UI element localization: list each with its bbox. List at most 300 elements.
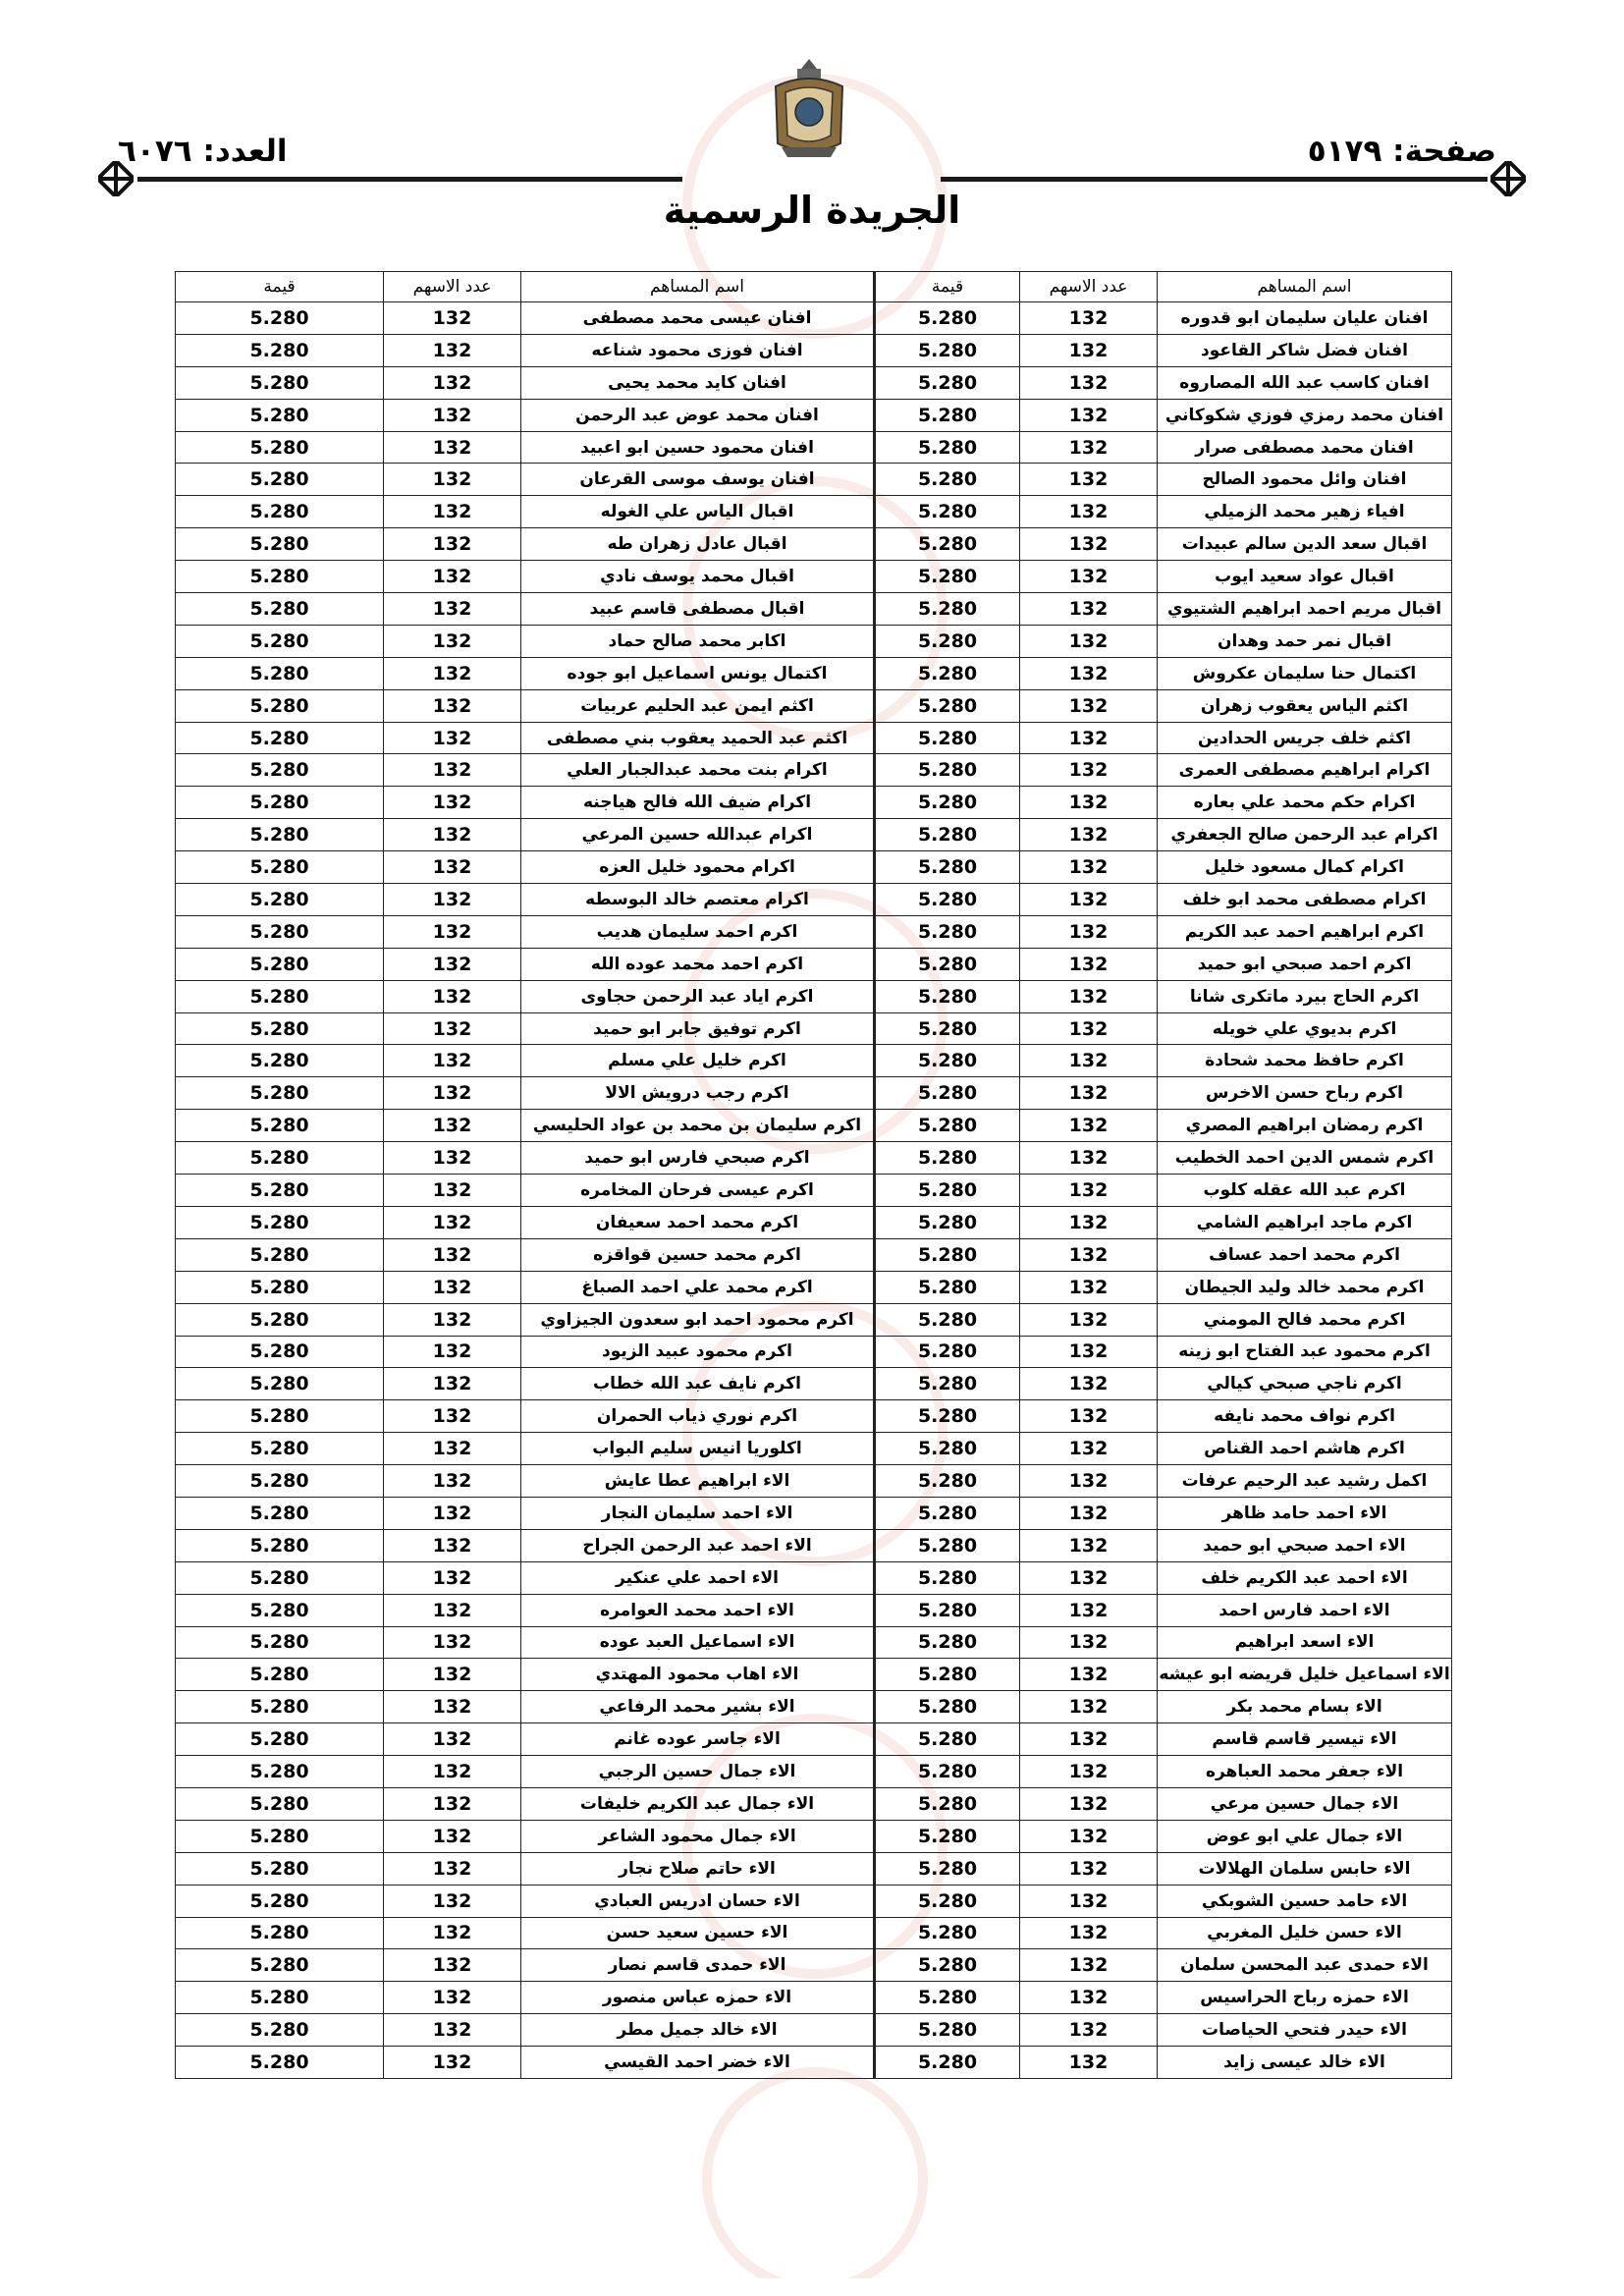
- share-count-cell: 132: [384, 1982, 521, 2014]
- shareholder-name-cell: الاء اسماعيل العبد عوده: [521, 1626, 875, 1659]
- value-cell: 5.280: [176, 1175, 384, 1207]
- share-count-cell: 132: [1020, 1336, 1158, 1368]
- shareholder-name-cell: اكثم خلف جريس الحدادين: [1158, 722, 1452, 754]
- share-count-cell: 132: [384, 657, 521, 689]
- shareholder-name-cell: اكرام بنت محمد عبدالجبار العلي: [521, 754, 875, 787]
- share-count-cell: 132: [1020, 593, 1158, 626]
- shareholder-name-cell: اقبال سعد الدين سالم عبيدات: [1158, 528, 1452, 561]
- share-count-cell: 132: [384, 689, 521, 722]
- value-cell: 5.280: [875, 819, 1020, 851]
- value-cell: 5.280: [176, 1271, 384, 1303]
- table-row: [176, 1368, 1452, 1400]
- shareholder-name-cell: اكرم خليل علي مسلم: [521, 1045, 875, 1077]
- shareholder-name-cell: اكرم محمود عبد الفتاح ابو زينه: [1158, 1336, 1452, 1368]
- shareholder-name-cell: اقبال نمر حمد وهدان: [1158, 625, 1452, 657]
- gazette-title: الجريدة الرسمية: [663, 189, 961, 232]
- value-cell: 5.280: [176, 366, 384, 399]
- shareholder-name-cell: اكرام ابراهيم مصطفى العمرى: [1158, 754, 1452, 787]
- share-count-cell: 132: [1020, 948, 1158, 980]
- shareholder-name-cell: اكثم ايمن عبد الحليم عربيات: [521, 689, 875, 722]
- shareholder-name-cell: اكتمال يونس اسماعيل ابو جوده: [521, 657, 875, 689]
- column-header: قيمة: [176, 272, 384, 302]
- share-count-cell: 132: [384, 1691, 521, 1723]
- column-header: اسم المساهم: [1158, 272, 1452, 302]
- share-count-cell: 132: [384, 1110, 521, 1142]
- share-count-cell: 132: [384, 1756, 521, 1788]
- value-cell: 5.280: [176, 1077, 384, 1110]
- value-cell: 5.280: [875, 1529, 1020, 1561]
- value-cell: 5.280: [176, 884, 384, 916]
- shareholders-table-container: [175, 271, 1451, 2079]
- share-count-cell: 132: [384, 399, 521, 431]
- value-cell: 5.280: [875, 1238, 1020, 1271]
- share-count-cell: 132: [384, 1852, 521, 1885]
- share-count-cell: 132: [1020, 1077, 1158, 1110]
- shareholder-name-cell: الاء اسماعيل خليل قريضه ابو عيشه: [1158, 1659, 1452, 1691]
- share-count-cell: 132: [384, 464, 521, 496]
- shareholder-name-cell: اقبال الياس علي الغوله: [521, 496, 875, 528]
- shareholder-name-cell: اكثم الياس يعقوب زهران: [1158, 689, 1452, 722]
- share-count-cell: 132: [1020, 1400, 1158, 1433]
- value-cell: 5.280: [875, 1949, 1020, 1982]
- share-count-cell: 132: [1020, 431, 1158, 464]
- share-count-cell: 132: [384, 1659, 521, 1691]
- shareholder-name-cell: اكرم محمد احمد سعيفان: [521, 1206, 875, 1238]
- table-row: [176, 1045, 1452, 1077]
- share-count-cell: 132: [384, 1433, 521, 1465]
- value-cell: 5.280: [176, 1497, 384, 1529]
- share-count-cell: 132: [1020, 1110, 1158, 1142]
- share-count-cell: 132: [1020, 561, 1158, 593]
- shareholder-name-cell: اكرام مصطفى محمد ابو خلف: [1158, 884, 1452, 916]
- value-cell: 5.280: [875, 1659, 1020, 1691]
- table-header-row: [176, 272, 1452, 302]
- share-count-cell: 132: [384, 496, 521, 528]
- table-row: [176, 431, 1452, 464]
- shareholder-name-cell: اكرام محمود خليل العزه: [521, 851, 875, 884]
- share-count-cell: 132: [384, 1045, 521, 1077]
- value-cell: 5.280: [176, 1336, 384, 1368]
- shareholder-name-cell: اكرم نوري ذياب الحمران: [521, 1400, 875, 1433]
- value-cell: 5.280: [176, 1529, 384, 1561]
- value-cell: 5.280: [176, 1368, 384, 1400]
- issue-number: العدد: ٦٠٧٦: [118, 134, 288, 169]
- value-cell: 5.280: [176, 2047, 384, 2079]
- shareholder-name-cell: اكرم محمود عبيد الزيود: [521, 1336, 875, 1368]
- shareholder-name-cell: الاء اهاب محمود المهتدي: [521, 1659, 875, 1691]
- shareholder-name-cell: الاء حسن خليل المغربي: [1158, 1917, 1452, 1949]
- table-row: [176, 1659, 1452, 1691]
- shareholder-name-cell: افنان فوزى محمود شناعه: [521, 334, 875, 366]
- shareholder-name-cell: اكرم رباح حسن الاخرس: [1158, 1077, 1452, 1110]
- table-row: [176, 915, 1452, 948]
- share-count-cell: 132: [384, 819, 521, 851]
- table-row: [176, 1787, 1452, 1820]
- value-cell: 5.280: [176, 1885, 384, 1917]
- share-count-cell: 132: [1020, 1949, 1158, 1982]
- share-count-cell: 132: [1020, 819, 1158, 851]
- shareholder-name-cell: اكرم عيسى فرحان المخامره: [521, 1175, 875, 1207]
- table-row: [176, 1982, 1452, 2014]
- shareholder-name-cell: اكمل رشيد عبد الرحيم عرفات: [1158, 1465, 1452, 1498]
- share-count-cell: 132: [1020, 1142, 1158, 1175]
- value-cell: 5.280: [176, 948, 384, 980]
- shareholder-name-cell: افنان وائل محمود الصالح: [1158, 464, 1452, 496]
- value-cell: 5.280: [176, 722, 384, 754]
- value-cell: 5.280: [875, 593, 1020, 626]
- share-count-cell: 132: [384, 1529, 521, 1561]
- table-row: [176, 464, 1452, 496]
- value-cell: 5.280: [875, 625, 1020, 657]
- table-row: [176, 1529, 1452, 1561]
- value-cell: 5.280: [875, 948, 1020, 980]
- value-cell: 5.280: [875, 2014, 1020, 2047]
- share-count-cell: 132: [1020, 1433, 1158, 1465]
- value-cell: 5.280: [875, 851, 1020, 884]
- shareholder-name-cell: الاء اسعد ابراهيم: [1158, 1626, 1452, 1659]
- share-count-cell: 132: [384, 1561, 521, 1594]
- shareholder-name-cell: الاء احمد عبد الرحمن الجراح: [521, 1529, 875, 1561]
- value-cell: 5.280: [875, 1045, 1020, 1077]
- value-cell: 5.280: [176, 1206, 384, 1238]
- share-count-cell: 132: [1020, 334, 1158, 366]
- shareholder-name-cell: الاء احمد فارس احمد: [1158, 1594, 1452, 1626]
- shareholder-name-cell: افنان عليان سليمان ابو قدوره: [1158, 302, 1452, 335]
- share-count-cell: 132: [384, 1917, 521, 1949]
- share-count-cell: 132: [1020, 1271, 1158, 1303]
- value-cell: 5.280: [875, 787, 1020, 819]
- share-count-cell: 132: [1020, 689, 1158, 722]
- shareholder-name-cell: الاء تيسير قاسم قاسم: [1158, 1723, 1452, 1756]
- shareholder-name-cell: الاء بشير محمد الرفاعي: [521, 1691, 875, 1723]
- table-row: [176, 1756, 1452, 1788]
- shareholder-name-cell: افنان محمود حسين ابو اعبيد: [521, 431, 875, 464]
- share-count-cell: 132: [384, 851, 521, 884]
- table-row: [176, 1012, 1452, 1045]
- table-row: [176, 366, 1452, 399]
- table-row: [176, 1206, 1452, 1238]
- share-count-cell: 132: [384, 1175, 521, 1207]
- table-row: [176, 1561, 1452, 1594]
- table-row: [176, 1885, 1452, 1917]
- shareholder-name-cell: الاء خالد عيسى زايد: [1158, 2047, 1452, 2079]
- value-cell: 5.280: [176, 1982, 384, 2014]
- share-count-cell: 132: [1020, 1175, 1158, 1207]
- share-count-cell: 132: [1020, 1303, 1158, 1336]
- value-cell: 5.280: [176, 787, 384, 819]
- value-cell: 5.280: [176, 302, 384, 335]
- value-cell: 5.280: [176, 980, 384, 1012]
- table-row: [176, 593, 1452, 626]
- value-cell: 5.280: [176, 496, 384, 528]
- share-count-cell: 132: [384, 1465, 521, 1498]
- table-row: [176, 625, 1452, 657]
- table-row: [176, 948, 1452, 980]
- share-count-cell: 132: [384, 1820, 521, 1852]
- shareholders-table: [175, 271, 1452, 2079]
- value-cell: 5.280: [176, 625, 384, 657]
- share-count-cell: 132: [1020, 1691, 1158, 1723]
- column-header: اسم المساهم: [521, 272, 875, 302]
- shareholder-name-cell: افنان كاسب عبد الله المصاروه: [1158, 366, 1452, 399]
- share-count-cell: 132: [1020, 884, 1158, 916]
- shareholder-name-cell: اقبال محمد يوسف نادي: [521, 561, 875, 593]
- shareholder-name-cell: اكلوريا انيس سليم البواب: [521, 1433, 875, 1465]
- table-row: [176, 1077, 1452, 1110]
- share-count-cell: 132: [1020, 1594, 1158, 1626]
- shareholder-name-cell: اكرم رجب درويش الالا: [521, 1077, 875, 1110]
- shareholder-name-cell: الاء حيدر فتحي الحياصات: [1158, 2014, 1452, 2047]
- table-row: [176, 561, 1452, 593]
- table-row: [176, 1142, 1452, 1175]
- shareholder-name-cell: الاء جمال حسين مرعي: [1158, 1787, 1452, 1820]
- shareholder-name-cell: الاء جمال علي ابو عوض: [1158, 1820, 1452, 1852]
- shareholder-name-cell: الاء احمد سليمان النجار: [521, 1497, 875, 1529]
- share-count-cell: 132: [1020, 464, 1158, 496]
- shareholder-name-cell: افنان عيسى محمد مصطفى: [521, 302, 875, 335]
- share-count-cell: 132: [384, 561, 521, 593]
- shareholder-name-cell: الاء ابراهيم عطا عايش: [521, 1465, 875, 1498]
- value-cell: 5.280: [875, 561, 1020, 593]
- value-cell: 5.280: [875, 366, 1020, 399]
- table-row: [176, 1594, 1452, 1626]
- value-cell: 5.280: [176, 1852, 384, 1885]
- value-cell: 5.280: [176, 593, 384, 626]
- share-count-cell: 132: [1020, 528, 1158, 561]
- table-row: [176, 819, 1452, 851]
- table-row: [176, 1820, 1452, 1852]
- value-cell: 5.280: [176, 561, 384, 593]
- value-cell: 5.280: [176, 1756, 384, 1788]
- table-row: [176, 884, 1452, 916]
- share-count-cell: 132: [384, 1142, 521, 1175]
- value-cell: 5.280: [176, 1303, 384, 1336]
- share-count-cell: 132: [1020, 754, 1158, 787]
- value-cell: 5.280: [176, 1949, 384, 1982]
- value-cell: 5.280: [176, 915, 384, 948]
- shareholder-name-cell: الاء حامد حسين الشوبكي: [1158, 1885, 1452, 1917]
- share-count-cell: 132: [1020, 1787, 1158, 1820]
- value-cell: 5.280: [875, 657, 1020, 689]
- table-row: [176, 1949, 1452, 1982]
- share-count-cell: 132: [384, 722, 521, 754]
- table-row: [176, 2047, 1452, 2079]
- shareholder-name-cell: اكرم محمد حسين قواقزه: [521, 1238, 875, 1271]
- value-cell: 5.280: [875, 884, 1020, 916]
- share-count-cell: 132: [1020, 1529, 1158, 1561]
- shareholder-name-cell: افنان كايد محمد يحيى: [521, 366, 875, 399]
- shareholder-name-cell: اكثم عبد الحميد يعقوب بني مصطفى: [521, 722, 875, 754]
- shareholder-name-cell: الاء احمد محمد العوامره: [521, 1594, 875, 1626]
- shareholder-name-cell: الاء جعفر محمد العباهره: [1158, 1756, 1452, 1788]
- shareholder-name-cell: اكابر محمد صالح حماد: [521, 625, 875, 657]
- shareholder-name-cell: اكرم احمد سليمان هديب: [521, 915, 875, 948]
- value-cell: 5.280: [875, 1012, 1020, 1045]
- share-count-cell: 132: [1020, 1626, 1158, 1659]
- shareholder-name-cell: افياء زهير محمد الزميلي: [1158, 496, 1452, 528]
- shareholder-name-cell: اكرام عبدالله حسين المرعي: [521, 819, 875, 851]
- share-count-cell: 132: [1020, 1497, 1158, 1529]
- value-cell: 5.280: [875, 1885, 1020, 1917]
- value-cell: 5.280: [875, 1271, 1020, 1303]
- shareholder-name-cell: اكرام ضيف الله فالح هياجنه: [521, 787, 875, 819]
- share-count-cell: 132: [1020, 1206, 1158, 1238]
- value-cell: 5.280: [875, 399, 1020, 431]
- value-cell: 5.280: [176, 1820, 384, 1852]
- share-count-cell: 132: [1020, 1917, 1158, 1949]
- value-cell: 5.280: [875, 496, 1020, 528]
- shareholder-name-cell: اكرم الحاج بيرد ماتكرى شانا: [1158, 980, 1452, 1012]
- table-row: [176, 1336, 1452, 1368]
- table-row: [176, 1433, 1452, 1465]
- table-row: [176, 496, 1452, 528]
- share-count-cell: 132: [384, 1303, 521, 1336]
- value-cell: 5.280: [875, 1561, 1020, 1594]
- shareholder-name-cell: اكرم بديوي علي خويله: [1158, 1012, 1452, 1045]
- share-count-cell: 132: [384, 302, 521, 335]
- shareholder-name-cell: اكرم ماجد ابراهيم الشامي: [1158, 1206, 1452, 1238]
- share-count-cell: 132: [384, 1206, 521, 1238]
- share-count-cell: 132: [384, 1400, 521, 1433]
- share-count-cell: 132: [384, 625, 521, 657]
- share-count-cell: 132: [384, 2014, 521, 2047]
- share-count-cell: 132: [384, 2047, 521, 2079]
- shareholder-name-cell: الاء خالد جميل مطر: [521, 2014, 875, 2047]
- shareholder-name-cell: اكرم محمد فالح المومني: [1158, 1303, 1452, 1336]
- table-row: [176, 1400, 1452, 1433]
- share-count-cell: 132: [384, 1723, 521, 1756]
- value-cell: 5.280: [875, 1594, 1020, 1626]
- value-cell: 5.280: [875, 528, 1020, 561]
- share-count-cell: 132: [1020, 851, 1158, 884]
- shareholder-name-cell: اكرم صبحي فارس ابو حميد: [521, 1142, 875, 1175]
- column-header: قيمة: [875, 272, 1020, 302]
- page-header: [0, 0, 1624, 255]
- shareholder-name-cell: اكرم محمد خالد وليد الجيطان: [1158, 1271, 1452, 1303]
- share-count-cell: 132: [1020, 1368, 1158, 1400]
- shareholder-name-cell: الاء جمال حسين الرجبي: [521, 1756, 875, 1788]
- table-row: [176, 528, 1452, 561]
- shareholder-name-cell: اكرم نواف محمد نايفه: [1158, 1400, 1452, 1433]
- table-row: [176, 787, 1452, 819]
- table-row: [176, 2014, 1452, 2047]
- shareholder-name-cell: اقبال عادل زهران طه: [521, 528, 875, 561]
- column-header: عدد الاسهم: [384, 272, 521, 302]
- value-cell: 5.280: [176, 1594, 384, 1626]
- shareholder-name-cell: اكرم عبد الله عقله كلوب: [1158, 1175, 1452, 1207]
- shareholder-name-cell: الاء حمدى قاسم نصار: [521, 1949, 875, 1982]
- shareholder-name-cell: اكرام عبد الرحمن صالح الجعفري: [1158, 819, 1452, 851]
- shareholder-name-cell: الاء حسين سعيد حسن: [521, 1917, 875, 1949]
- share-count-cell: 132: [1020, 1885, 1158, 1917]
- table-row: [176, 1175, 1452, 1207]
- value-cell: 5.280: [176, 1400, 384, 1433]
- shareholder-name-cell: اقبال عواد سعيد ايوب: [1158, 561, 1452, 593]
- value-cell: 5.280: [176, 1465, 384, 1498]
- shareholder-name-cell: الاء جمال محمود الشاعر: [521, 1820, 875, 1852]
- table-row: [176, 334, 1452, 366]
- shareholder-name-cell: اكرم محمد احمد عساف: [1158, 1238, 1452, 1271]
- value-cell: 5.280: [875, 2047, 1020, 2079]
- table-row: [176, 1691, 1452, 1723]
- table-row: [176, 722, 1452, 754]
- value-cell: 5.280: [176, 1142, 384, 1175]
- value-cell: 5.280: [875, 464, 1020, 496]
- value-cell: 5.280: [875, 1433, 1020, 1465]
- share-count-cell: 132: [1020, 496, 1158, 528]
- shareholder-name-cell: الاء حمزه رباح الحراسيس: [1158, 1982, 1452, 2014]
- value-cell: 5.280: [875, 302, 1020, 335]
- share-count-cell: 132: [1020, 1238, 1158, 1271]
- shareholder-name-cell: افنان محمد رمزي فوزي شكوكاني: [1158, 399, 1452, 431]
- share-count-cell: 132: [1020, 1659, 1158, 1691]
- table-body: [176, 302, 1452, 2079]
- value-cell: 5.280: [176, 528, 384, 561]
- share-count-cell: 132: [384, 1271, 521, 1303]
- shareholder-name-cell: اكرم محمد علي احمد الصباغ: [521, 1271, 875, 1303]
- table-row: [176, 1465, 1452, 1498]
- share-count-cell: 132: [1020, 787, 1158, 819]
- share-count-cell: 132: [384, 915, 521, 948]
- value-cell: 5.280: [875, 1336, 1020, 1368]
- value-cell: 5.280: [875, 1723, 1020, 1756]
- shareholder-name-cell: افنان محمد مصطفى صرار: [1158, 431, 1452, 464]
- value-cell: 5.280: [176, 1787, 384, 1820]
- coat-of-arms-emblem: [768, 57, 850, 163]
- share-count-cell: 132: [384, 1497, 521, 1529]
- value-cell: 5.280: [176, 1045, 384, 1077]
- column-header: عدد الاسهم: [1020, 272, 1158, 302]
- value-cell: 5.280: [176, 334, 384, 366]
- shareholder-name-cell: الاء جاسر عوده غانم: [521, 1723, 875, 1756]
- shareholder-name-cell: اكرم شمس الدين احمد الخطيب: [1158, 1142, 1452, 1175]
- table-row: [176, 1303, 1452, 1336]
- table-row: [176, 1852, 1452, 1885]
- share-count-cell: 132: [384, 1336, 521, 1368]
- shareholder-name-cell: الاء خضر احمد القيسي: [521, 2047, 875, 2079]
- shareholder-name-cell: الاء حمزه عباس منصور: [521, 1982, 875, 2014]
- shareholder-name-cell: اكرم ناجي صبحي كيالي: [1158, 1368, 1452, 1400]
- table-row: [176, 399, 1452, 431]
- share-count-cell: 132: [1020, 657, 1158, 689]
- shareholder-name-cell: اكرم ابراهيم احمد عبد الكريم: [1158, 915, 1452, 948]
- value-cell: 5.280: [875, 689, 1020, 722]
- value-cell: 5.280: [875, 754, 1020, 787]
- shareholder-name-cell: اكرام كمال مسعود خليل: [1158, 851, 1452, 884]
- share-count-cell: 132: [1020, 366, 1158, 399]
- share-count-cell: 132: [384, 1626, 521, 1659]
- value-cell: 5.280: [875, 1206, 1020, 1238]
- value-cell: 5.280: [875, 915, 1020, 948]
- share-count-cell: 132: [384, 1787, 521, 1820]
- share-count-cell: 132: [1020, 980, 1158, 1012]
- share-count-cell: 132: [1020, 722, 1158, 754]
- value-cell: 5.280: [875, 1626, 1020, 1659]
- table-row: [176, 689, 1452, 722]
- shareholder-name-cell: اكرم احمد صبحي ابو حميد: [1158, 948, 1452, 980]
- value-cell: 5.280: [176, 1659, 384, 1691]
- shareholder-name-cell: اقبال مريم احمد ابراهيم الشتيوي: [1158, 593, 1452, 626]
- share-count-cell: 132: [1020, 1723, 1158, 1756]
- table-row: [176, 1110, 1452, 1142]
- value-cell: 5.280: [176, 1110, 384, 1142]
- share-count-cell: 132: [1020, 625, 1158, 657]
- value-cell: 5.280: [875, 1787, 1020, 1820]
- share-count-cell: 132: [384, 948, 521, 980]
- share-count-cell: 132: [1020, 1561, 1158, 1594]
- value-cell: 5.280: [875, 1142, 1020, 1175]
- share-count-cell: 132: [384, 1949, 521, 1982]
